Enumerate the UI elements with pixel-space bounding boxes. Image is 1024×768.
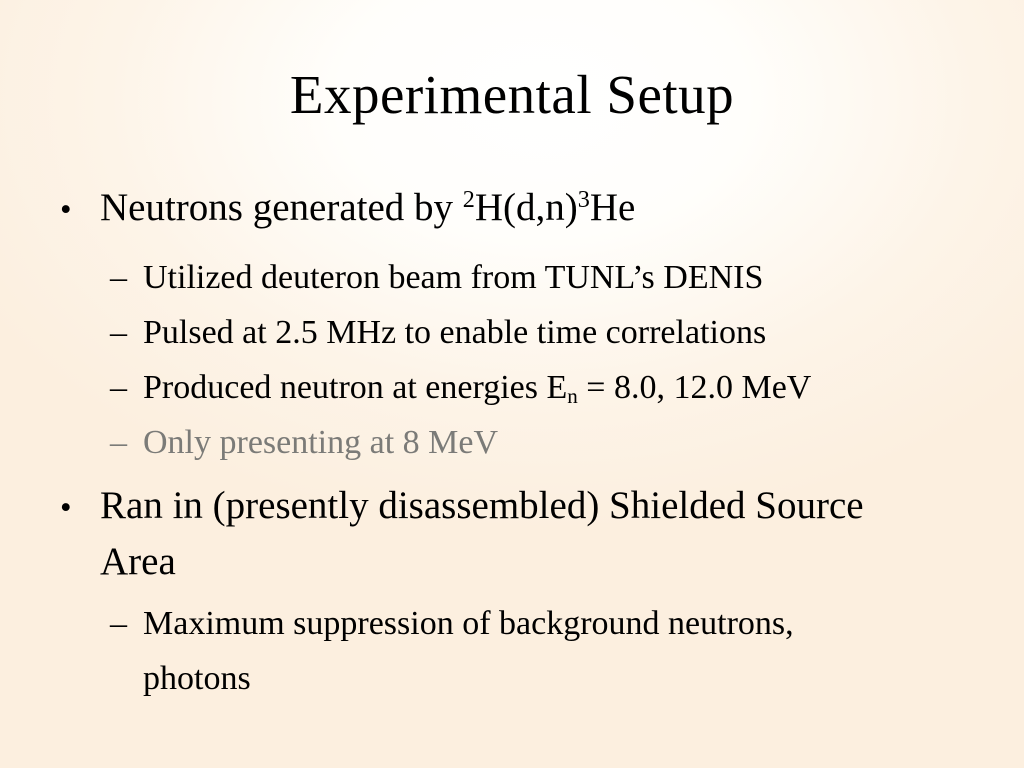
text-segment: Produced neutron at energies E bbox=[143, 369, 568, 406]
slide-body bbox=[60, 180, 888, 706]
sub-bullet-text-suppression: Maximum suppression of background neutrons, photons bbox=[143, 605, 794, 697]
subscript-n: n bbox=[567, 384, 578, 409]
bullet-dot-marker: • bbox=[60, 192, 72, 228]
superscript-2: 2 bbox=[462, 185, 475, 213]
sub-bullet-item-denis bbox=[110, 250, 888, 305]
text-segment: He bbox=[589, 186, 636, 229]
bullet-dot-marker: • bbox=[60, 490, 72, 526]
sub-bullet-text-only-presenting: Only presenting at 8 MeV bbox=[143, 424, 499, 461]
sub-bullet-text-pulsed: Pulsed at 2.5 MHz to enable time correlations bbox=[143, 314, 767, 351]
text-segment: H(d,n) bbox=[474, 186, 578, 229]
text-segment: = 8.0, 12.0 MeV bbox=[577, 369, 812, 406]
sub-bullet-list-1 bbox=[60, 250, 888, 470]
dash-marker: – bbox=[110, 259, 127, 296]
sub-bullet-text-energies bbox=[143, 360, 888, 415]
sub-bullet-item-energies bbox=[110, 360, 888, 415]
text-segment: Neutrons generated by bbox=[100, 186, 463, 229]
dash-marker: – bbox=[110, 314, 127, 351]
slide-title: Experimental Setup bbox=[289, 64, 735, 125]
sub-bullet-list-2 bbox=[60, 596, 888, 706]
dash-marker: – bbox=[110, 424, 127, 461]
dash-marker: – bbox=[110, 605, 127, 642]
bullet-item-shielded-area bbox=[60, 478, 888, 590]
sub-bullet-item-pulsed bbox=[110, 305, 888, 360]
bullet-text-neutrons bbox=[100, 180, 888, 236]
sub-bullet-item-suppression bbox=[110, 596, 888, 706]
sub-bullet-text-denis: Utilized deuteron beam from TUNL’s DENIS bbox=[143, 259, 764, 296]
bullet-text-shielded-area: Ran in (presently disassembled) Shielded Source Area bbox=[100, 484, 864, 583]
dash-marker: – bbox=[110, 369, 127, 406]
sub-bullet-item-only-presenting bbox=[110, 415, 888, 470]
bullet-item-neutrons bbox=[60, 180, 888, 238]
superscript-3: 3 bbox=[577, 185, 590, 213]
